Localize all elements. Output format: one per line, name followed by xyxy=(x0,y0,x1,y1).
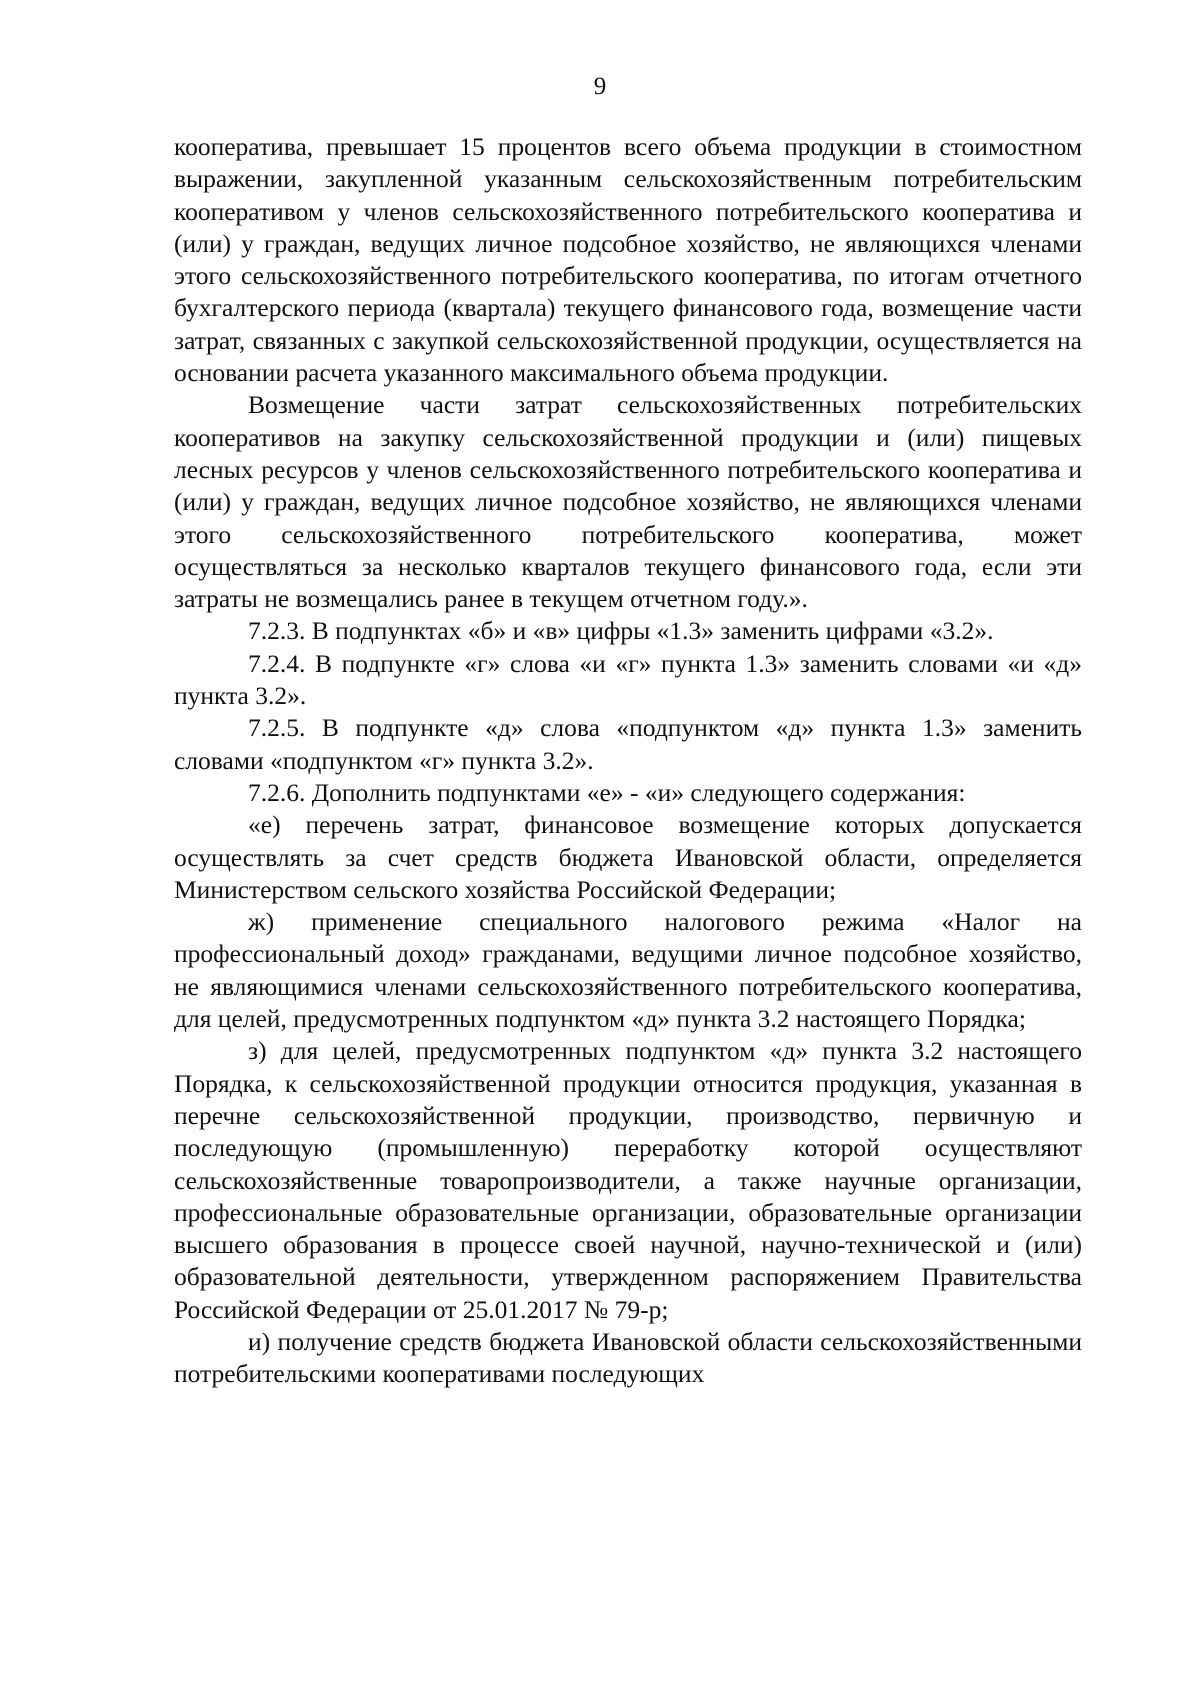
document-body xyxy=(174,131,1082,1391)
paragraph-continuation: кооператива, превышает 15 процентов всего объема продукции в стоимостном выражении, закупленной указанным сельскохозяйственным потребительским кооперативом у членов сельскохозяйственного потребительского кооператива и (или) у граждан, ведущих личное подсобное хозяйство, не являющихся членами этого сельскохозяйственного потребительского кооператива, по итогам отчетного бухгалтерского периода (квартала) текущего финансового года, возмещение части затрат, связанных с закупкой сельскохозяйственной продукции, осуществляется на основании расчета указанного максимального объема продукции. xyxy=(174,132,1082,388)
subparagraph-zh: ж) применение специального налогового режима «Налог на профессиональный доход» гражданами, ведущими личное подсобное хозяйство, не являющимися членами сельскохозяйственного потребительского кооператива, для целей, предусмотренных подпунктом «д» пункта 3.2 настоящего Порядка; xyxy=(174,907,1082,1034)
paragraph-7-2-5: 7.2.5. В подпункте «д» слова «подпунктом «д» пункта 1.3» заменить словами «подпунктом «г» пункта 3.2». xyxy=(174,713,1082,775)
page-number: 9 xyxy=(593,73,607,100)
paragraph-7-2-6: 7.2.6. Дополнить подпунктами «е» - «и» следующего содержания: xyxy=(248,777,966,807)
paragraph-7-2-3: 7.2.3. В подпунктах «б» и «в» цифры «1.3» заменить цифрами «3.2». xyxy=(248,616,994,646)
paragraph-reimbursement: Возмещение части затрат сельскохозяйственных потребительских кооперативов на закупку сельскохозяйственной продукции и (или) пищевых лесных ресурсов у членов сельскохозяйственного потребительского кооператива и (или) у граждан, ведущих личное подсобное хозяйство, не являющихся членами этого сельскохозяйственного потребительского кооператива, может осуществляться за несколько кварталов текущего финансового года, если эти затраты не возмещались ранее в текущем отчетном году.». xyxy=(174,390,1082,614)
paragraph-7-2-4: 7.2.4. В подпункте «г» слова «и «г» пункта 1.3» заменить словами «и «д» пункта 3.2». xyxy=(174,648,1082,711)
subparagraph-e: «е) перечень затрат, финансовое возмещение которых допускается осуществлять за счет средств бюджета Ивановской области, определяется Министерством сельского хозяйства Российской Федерации; xyxy=(174,810,1082,904)
subparagraph-z: з) для целей, предусмотренных подпунктом «д» пункта 3.2 настоящего Порядка, к сельскохозяйственной продукции относится продукция, указанная в перечне сельскохозяйственной продукции, производство, первичную и последующую (промышленную) переработку которой осуществляют сельскохозяйственные товаропроизводители, а также научные организации, профессиональные образовательные организации, образовательные организации высшего образования в процессе своей научной, научно-технической и (или) образовательной деятельности, утвержденном распоряжением Правительства Российской Федерации от 25.01.2017 № 79-р; xyxy=(174,1036,1082,1324)
subparagraph-i: и) получение средств бюджета Ивановской области сельскохозяйственными потребительскими кооперативами последующих xyxy=(174,1326,1082,1389)
